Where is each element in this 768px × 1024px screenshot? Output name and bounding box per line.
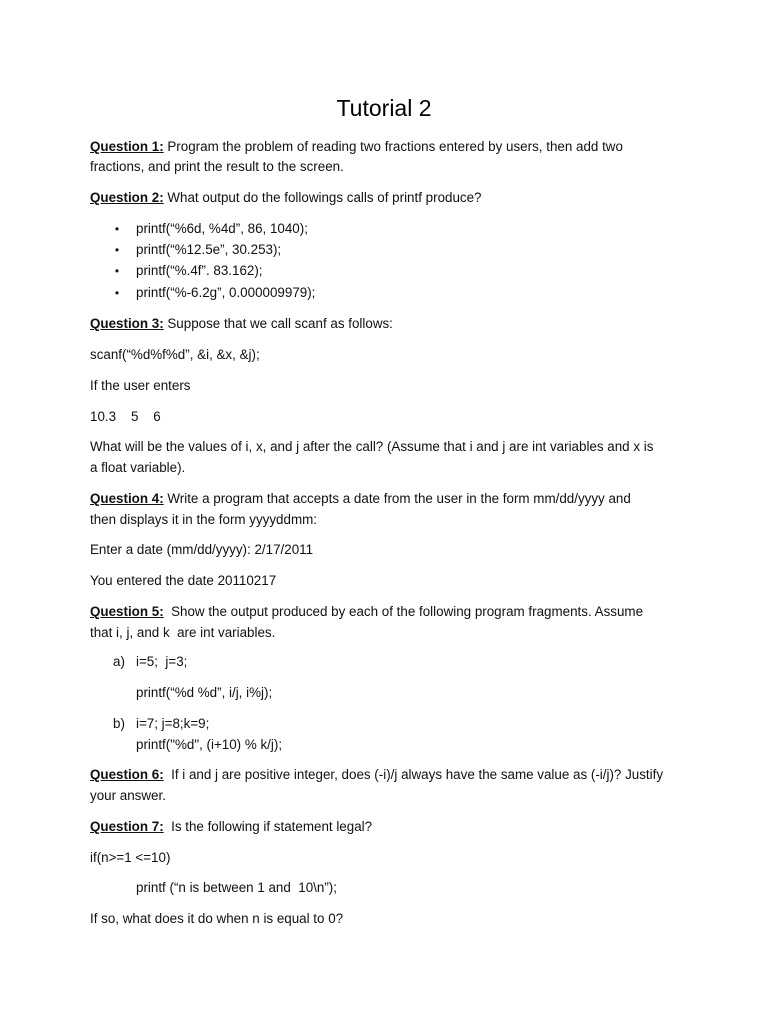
question-3-prompt: If the user enters <box>90 378 191 393</box>
question-3-label: Question 3: <box>90 316 164 331</box>
question-6-text-cont: your answer. <box>90 788 166 803</box>
question-4-text-cont: then displays it in the form yyyyddmm: <box>90 512 317 527</box>
question-2-text: What output do the followings calls of printf produce? <box>163 190 482 205</box>
question-4-example-2: You entered the date 20110217 <box>90 573 277 588</box>
question-6-text: If i and j are positive integer, does (-i)/j always have the same value as (-i/j)? Justify <box>163 767 664 782</box>
part-a-label: a) <box>113 654 125 669</box>
list-item: printf(“%12.5e”, 30.253); <box>136 242 282 257</box>
question-7 <box>90 817 372 837</box>
question-5-label: Question 5: <box>90 604 164 619</box>
question-2-label: Question 2: <box>90 190 164 205</box>
question-1 <box>90 137 623 157</box>
question-3-ask: What will be the values of i, x, and j after the call? (Assume that i and j are int variables and x is <box>90 439 654 454</box>
list-item: printf(“%6d, %4d”, 86, 1040); <box>136 221 308 236</box>
question-4-example-1: Enter a date (mm/dd/yyyy): 2/17/2011 <box>90 542 314 557</box>
question-7-code-1: if(n>=1 <=10) <box>90 850 171 865</box>
part-b-label: b) <box>113 716 125 731</box>
bullet-icon: • <box>114 222 120 236</box>
part-a-line-2: printf(“%d %d”, i/j, i%j); <box>136 685 273 700</box>
question-7-ask: If so, what does it do when n is equal to 0? <box>90 911 344 926</box>
question-4-text: Write a program that accepts a date from the user in the form mm/dd/yyyy and <box>163 491 631 506</box>
question-3-input: 10.3 5 6 <box>90 409 161 424</box>
question-2 <box>90 188 482 208</box>
question-7-label: Question 7: <box>90 819 164 834</box>
question-4-label: Question 4: <box>90 491 164 506</box>
part-b-line-1: i=7; j=8;k=9; <box>136 716 210 731</box>
list-item: printf(“%.4f”. 83.162); <box>136 263 263 278</box>
question-6-label: Question 6: <box>90 767 164 782</box>
list-item: printf(“%-6.2g”, 0.000009979); <box>136 285 316 300</box>
question-3-code: scanf(“%d%f%d”, &i, &x, &j); <box>90 347 260 362</box>
question-5 <box>90 602 643 622</box>
question-1-text-cont: fractions, and print the result to the screen. <box>90 159 344 174</box>
question-7-text: Is the following if statement legal? <box>163 819 373 834</box>
question-4 <box>90 489 631 509</box>
page-title: Tutorial 2 <box>336 95 432 121</box>
question-6 <box>90 765 663 785</box>
question-3-text: Suppose that we call scanf as follows: <box>163 316 393 331</box>
bullet-icon: • <box>114 243 120 257</box>
question-1-label: Question 1: <box>90 139 164 154</box>
question-3-ask-cont: a float variable). <box>90 460 186 475</box>
question-5-text-cont: that i, j, and k are int variables. <box>90 625 276 640</box>
part-a-line-1: i=5; j=3; <box>136 654 188 669</box>
question-3 <box>90 314 393 334</box>
bullet-icon: • <box>114 286 120 300</box>
question-5-text: Show the output produced by each of the following program fragments. Assume <box>163 604 644 619</box>
part-b-line-2: printf("%d", (i+10) % k/j); <box>136 737 283 752</box>
question-1-text: Program the problem of reading two fractions entered by users, then add two <box>163 139 623 154</box>
question-7-code-2: printf (“n is between 1 and 10\n”); <box>136 880 337 895</box>
bullet-icon: • <box>114 264 120 278</box>
